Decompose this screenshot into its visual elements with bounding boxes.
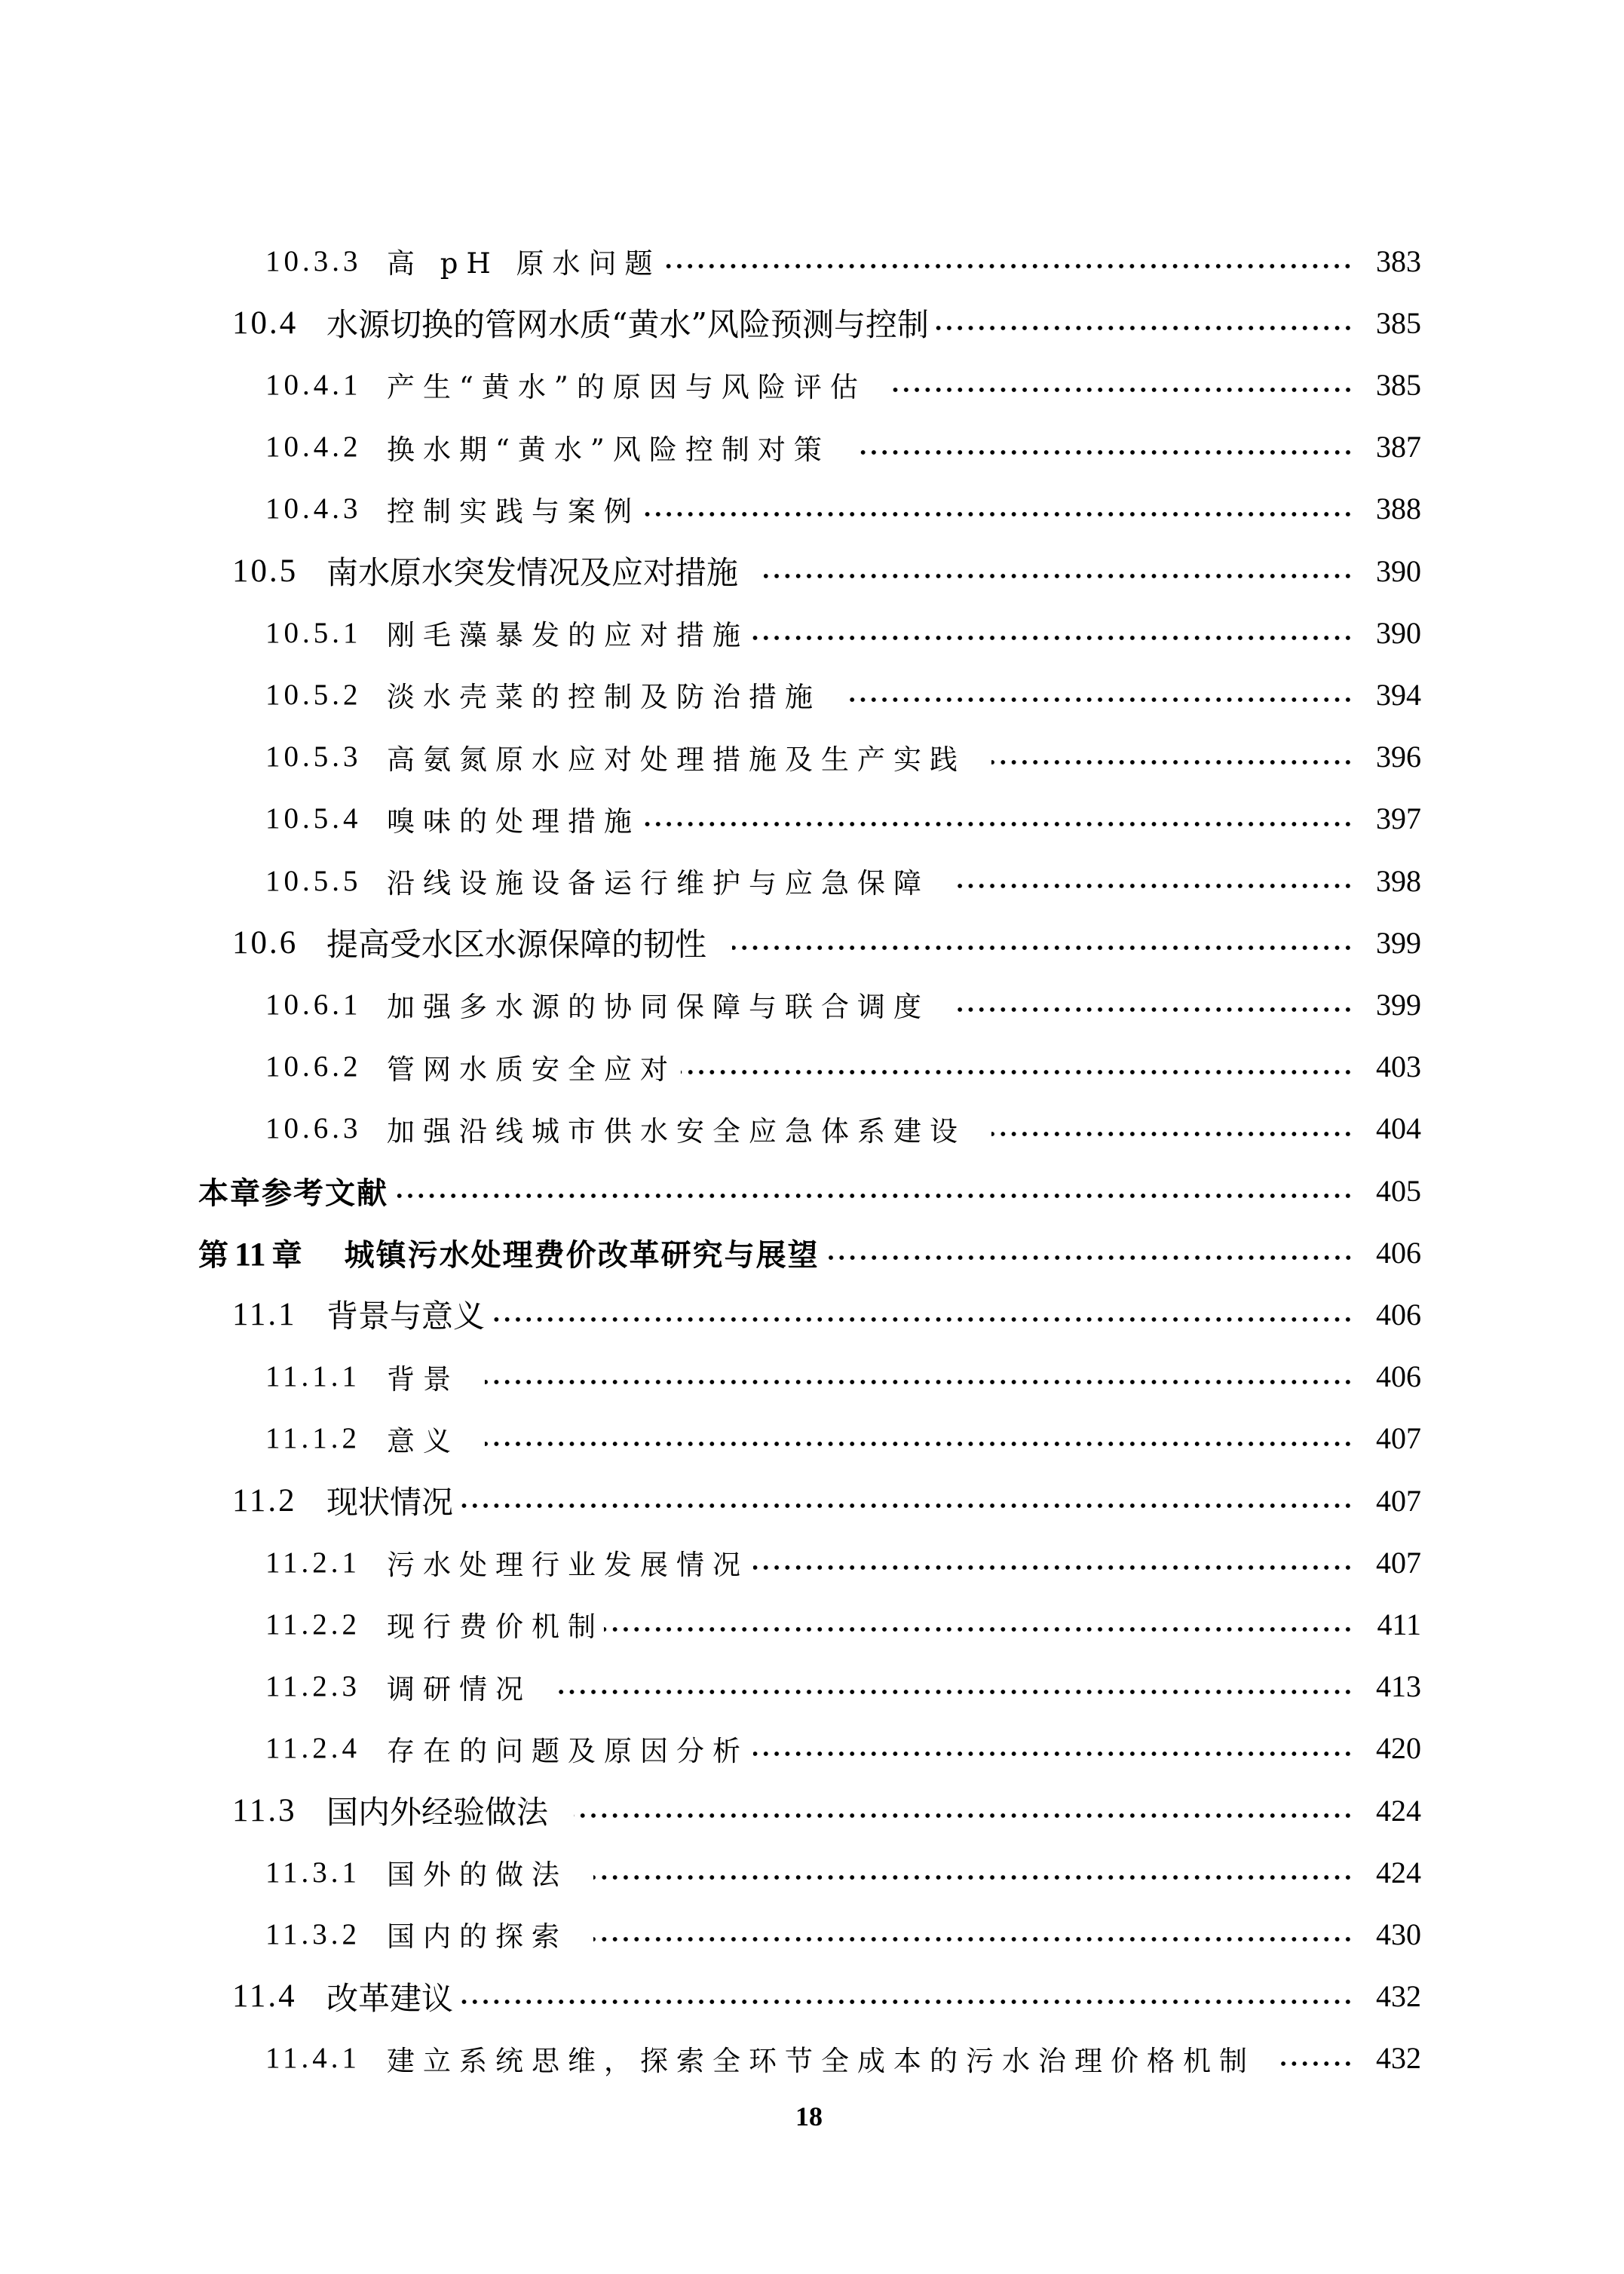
dot-leader: [393, 1192, 1353, 1200]
page-number: 399: [1376, 987, 1421, 1022]
dot-leader: [485, 1440, 1353, 1448]
dot-leader: [955, 882, 1353, 890]
section-number: 11.3.1: [265, 1856, 361, 1889]
dot-leader: [574, 1812, 1353, 1819]
page-number: 407: [1376, 1545, 1421, 1580]
section-number: 10.4.3: [265, 492, 362, 526]
section-title: 国内的探索: [387, 1920, 568, 1954]
chapter-index: 11: [234, 1235, 266, 1273]
section-number: 10.6.3: [265, 1112, 362, 1145]
page-footer: [0, 2101, 1624, 2132]
section-title: 水源切换的管网水质“黄水”风险预测与控制: [326, 306, 929, 344]
dot-leader: [749, 634, 1353, 642]
section-number: 10.4.1: [265, 368, 362, 401]
page-number: 399: [1376, 925, 1421, 960]
toc-entry[interactable]: [0, 1346, 1624, 1408]
toc-entry[interactable]: [0, 1966, 1624, 2027]
section-number: 11.3: [232, 1792, 297, 1828]
dot-leader: [732, 944, 1353, 952]
dot-leader: [645, 510, 1353, 518]
dot-leader: [645, 820, 1353, 828]
section-title: 加强多水源的协同保障与联合调度: [387, 991, 930, 1024]
section-title: 污水处理行业发展情况: [387, 1549, 749, 1582]
page-number: 397: [1376, 801, 1421, 836]
section-number: 10.5.3: [265, 740, 362, 774]
section-title: 嗅味的处理措施: [387, 804, 640, 838]
page-number: 404: [1376, 1111, 1421, 1146]
page-number: 424: [1376, 1793, 1421, 1828]
toc-entry[interactable]: [0, 850, 1624, 912]
dot-leader: [681, 1068, 1353, 1076]
page-number: 413: [1376, 1669, 1421, 1704]
section-title: 国外的做法: [387, 1859, 568, 1892]
toc-entry-chapter[interactable]: [0, 1221, 1624, 1283]
dot-leader: [593, 1935, 1353, 1943]
section-title: 存在的问题及原因分析: [387, 1734, 749, 1767]
section-title: 提高受水区水源保障的韧性: [326, 926, 707, 964]
section-number: 11.1: [232, 1296, 297, 1332]
section-number: 11.1.2: [265, 1422, 361, 1455]
page-number: 405: [1376, 1173, 1421, 1208]
page-number: 390: [1376, 553, 1421, 588]
toc-entry[interactable]: [0, 1593, 1624, 1655]
section-title: 南水原水突发情况及应对措施: [326, 554, 739, 591]
section-title: 加强沿线城市供水安全应急体系建设: [387, 1114, 966, 1148]
page-number: 388: [1376, 492, 1421, 526]
section-number: 11.4.1: [265, 2042, 361, 2075]
page-number: 424: [1376, 1855, 1421, 1889]
toc-entry[interactable]: [0, 1779, 1624, 1841]
page-number: 398: [1376, 863, 1421, 898]
page-number: 406: [1376, 1235, 1421, 1270]
chapter-number: [198, 1231, 345, 1274]
toc-entry[interactable]: [0, 726, 1624, 788]
page-number: 432: [1376, 2041, 1421, 2076]
dot-leader: [1281, 2060, 1353, 2067]
page-number: 383: [1376, 244, 1421, 278]
section-number: 10.5.4: [265, 802, 362, 835]
chapter-suffix: 章: [271, 1237, 302, 1273]
chapter-title: 城镇污水处理费价改革研究与展望: [344, 1237, 820, 1273]
dot-leader: [753, 1564, 1353, 1571]
section-number: 10.6.2: [265, 1050, 362, 1083]
toc-entry[interactable]: [0, 416, 1624, 478]
page-number: 406: [1376, 1359, 1421, 1394]
dot-leader: [458, 1998, 1353, 2006]
toc-entry[interactable]: [0, 602, 1624, 664]
section-title: 产生“黄水”的原因与风险评估: [387, 371, 866, 404]
section-number: 11.2.2: [265, 1607, 361, 1641]
section-number: 10.4: [232, 305, 299, 341]
toc-entry[interactable]: [0, 1098, 1624, 1160]
toc-entry[interactable]: [0, 1903, 1624, 1965]
section-number: 10.5.1: [265, 616, 362, 649]
section-title: 管网水质安全应对: [387, 1053, 676, 1086]
dot-leader: [955, 1006, 1353, 1013]
section-number: 11.2.3: [265, 1670, 361, 1703]
toc-entry[interactable]: [0, 478, 1624, 540]
toc-entry[interactable]: [0, 1283, 1624, 1345]
section-number: 11.3.2: [265, 1917, 361, 1951]
toc-entry-references[interactable]: [0, 1160, 1624, 1221]
dot-leader: [847, 696, 1353, 703]
section-number: 10.4.2: [265, 431, 362, 464]
toc-entry[interactable]: [0, 1718, 1624, 1779]
toc-entry[interactable]: [0, 973, 1624, 1035]
section-number: 11.2.1: [265, 1546, 361, 1579]
section-title: 国内外经验做法: [326, 1794, 549, 1831]
section-number: 10.5.2: [265, 678, 362, 711]
section-title: 控制实践与案例: [387, 495, 640, 528]
dot-leader: [933, 324, 1353, 332]
dot-leader: [892, 386, 1353, 394]
section-number: 10.6.1: [265, 988, 362, 1021]
dot-leader: [593, 1874, 1353, 1881]
footer-page-number: 18: [795, 2101, 823, 2131]
section-title: 背景: [387, 1362, 459, 1396]
page-number: 387: [1376, 430, 1421, 464]
dot-leader: [660, 262, 1353, 270]
dot-leader: [604, 1626, 1353, 1633]
page-number: 420: [1376, 1731, 1421, 1766]
toc-entry[interactable]: [0, 1408, 1624, 1470]
toc-entry[interactable]: [0, 1841, 1624, 1903]
section-title: 刚毛藻暴发的应对措施: [387, 619, 749, 652]
page-number: 407: [1376, 1483, 1421, 1518]
page-number: 390: [1376, 615, 1421, 650]
toc-entry[interactable]: [0, 1036, 1624, 1098]
dot-leader: [489, 1316, 1353, 1323]
dot-leader: [485, 1378, 1353, 1386]
chapter-prefix: 第: [198, 1237, 228, 1273]
page-number: 406: [1376, 1297, 1421, 1332]
section-title: 调研情况: [387, 1672, 532, 1706]
page-number: 385: [1376, 367, 1421, 402]
toc-entry[interactable]: [0, 788, 1624, 850]
section-title: 现状情况: [326, 1484, 454, 1521]
page-number: 432: [1376, 1979, 1421, 2014]
section-title: 改革建议: [326, 1979, 454, 2017]
toc-entry[interactable]: [0, 1656, 1624, 1718]
section-number: 11.4: [232, 1978, 297, 2015]
page-number: 396: [1376, 740, 1421, 774]
dot-leader: [991, 1130, 1353, 1138]
toc-entry[interactable]: [0, 292, 1624, 354]
page-number: 430: [1376, 1917, 1421, 1951]
dot-leader: [764, 572, 1353, 580]
page-number: 385: [1376, 305, 1421, 340]
toc-entry[interactable]: [0, 664, 1624, 725]
section-number: 10.5.5: [265, 864, 362, 897]
dot-leader: [856, 449, 1353, 456]
section-title: 本章参考文献: [198, 1175, 388, 1211]
section-title: 意义: [387, 1424, 459, 1457]
section-title: 背景与意义: [326, 1298, 486, 1335]
dot-leader: [991, 759, 1353, 766]
section-title: 现行费价机制: [387, 1610, 604, 1644]
section-title: 淡水壳菜的控制及防治措施: [387, 681, 821, 714]
section-title: 高氨氮原水应对处理措施及生产实践: [387, 743, 966, 776]
toc-entry[interactable]: [0, 540, 1624, 602]
dot-leader: [824, 1254, 1353, 1261]
page-number: 403: [1376, 1050, 1421, 1084]
section-title: 高 pH 原水问题: [387, 247, 661, 280]
toc-entry[interactable]: [0, 1531, 1624, 1593]
section-number: 10.5: [232, 553, 299, 589]
section-title: 换水期“黄水”风险控制对策: [387, 433, 830, 466]
dot-leader: [458, 1502, 1353, 1509]
toc-entry[interactable]: [0, 1470, 1624, 1531]
page-number: 394: [1376, 677, 1421, 712]
toc-entry[interactable]: [0, 912, 1624, 973]
section-title: 沿线设施设备运行维护与应急保障: [387, 867, 930, 899]
section-number: 11.2: [232, 1482, 297, 1519]
section-title: 建立系统思维，探索全环节全成本的污水治理价格机制: [387, 2044, 1255, 2077]
page-number: 407: [1376, 1421, 1421, 1456]
section-number: 11.2.4: [265, 1732, 361, 1765]
page-number: 411: [1377, 1607, 1421, 1641]
toc-entry[interactable]: [0, 2027, 1624, 2089]
section-number: 10.6: [232, 924, 299, 961]
section-number: 11.1.1: [265, 1360, 361, 1393]
dot-leader: [557, 1688, 1353, 1696]
dot-leader: [753, 1750, 1353, 1758]
section-number: 10.3.3: [265, 244, 362, 277]
toc-entry[interactable]: [0, 230, 1624, 292]
toc-entry[interactable]: [0, 354, 1624, 415]
